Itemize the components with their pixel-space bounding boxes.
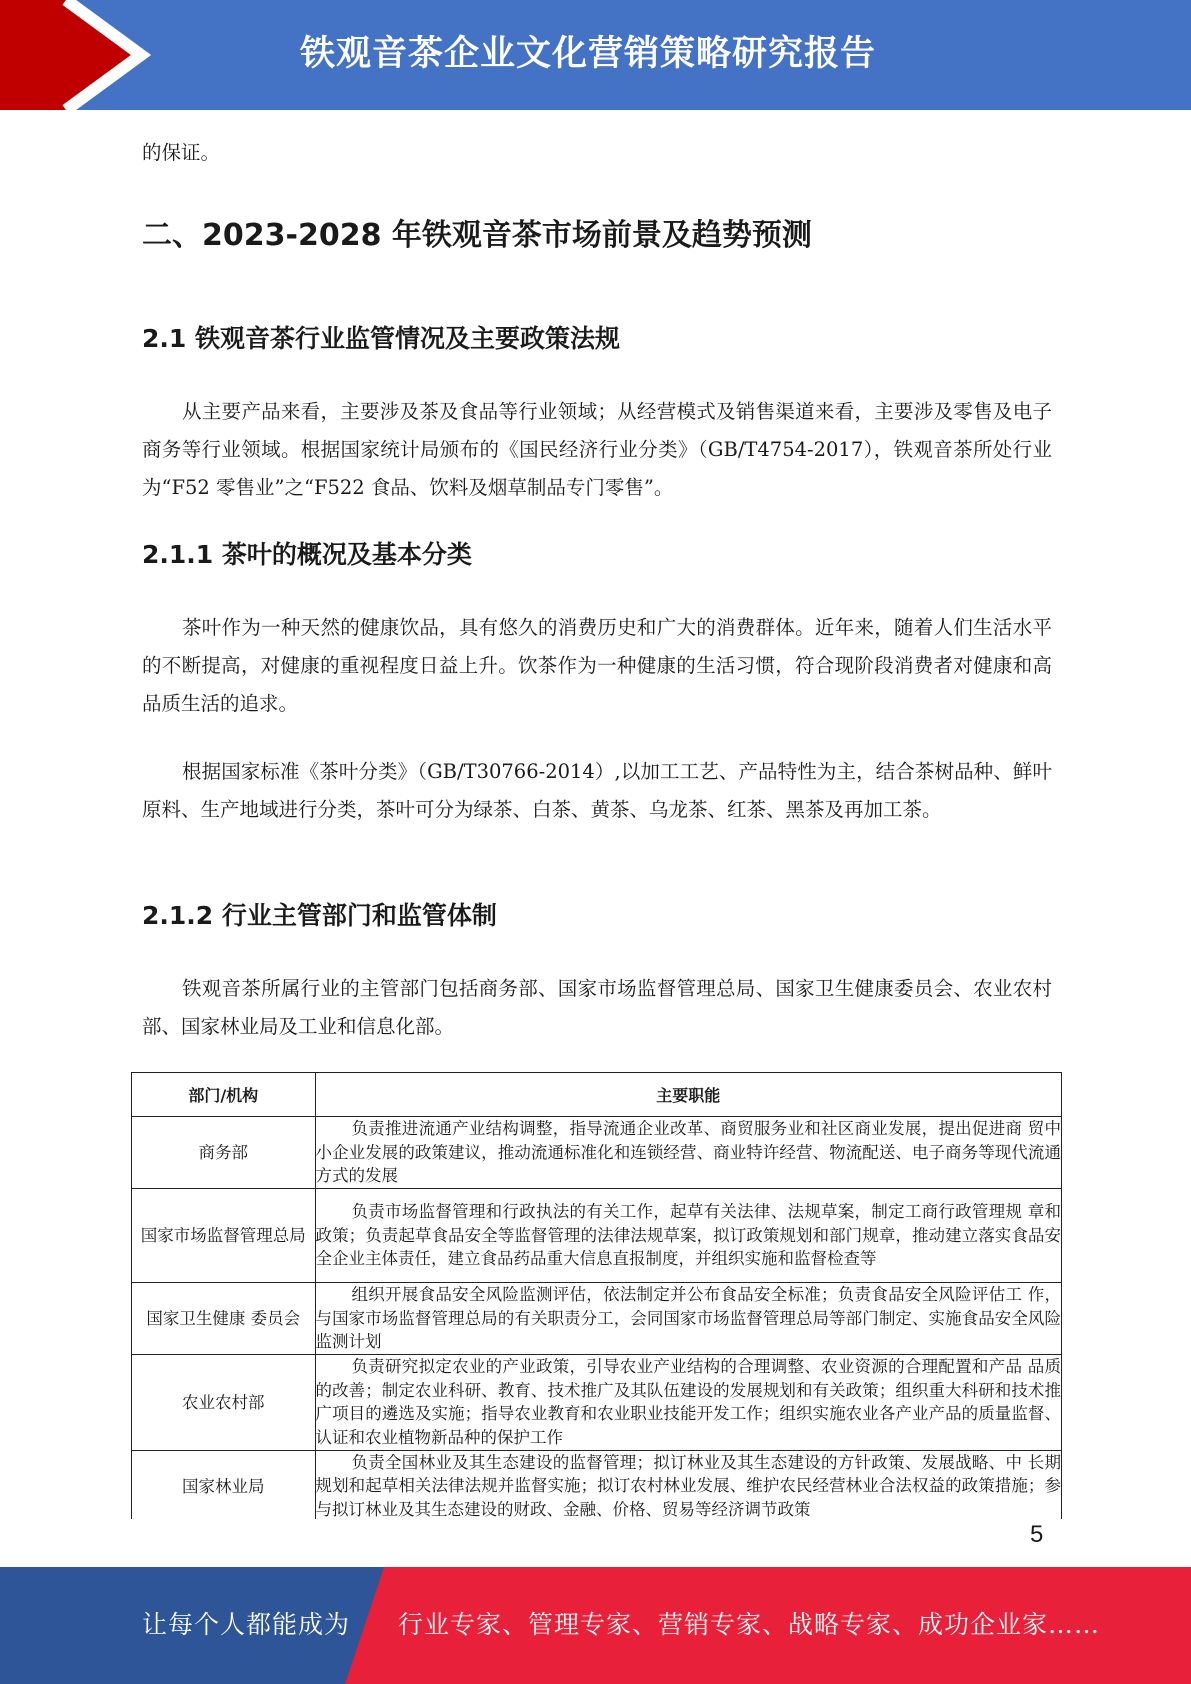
table-header-duty: 主要职能 [315,1073,1061,1117]
table-cell-dept: 国家市场监督管理总局 [132,1189,315,1283]
table-cell-dept: 农业农村部 [132,1354,315,1450]
table-cell-dept: 国家林业局 [132,1450,315,1519]
table-header-row [132,1073,1061,1117]
duties-table-container [131,1072,1062,1519]
footer-slogan-left: 让每个人都能成为 [142,1610,351,1639]
table-row [132,1189,1061,1283]
duties-table [132,1073,1061,1519]
footer-slogan-right: 行业专家、管理专家、营销专家、战略专家、成功企业家…… [398,1610,1101,1639]
table-cell-duty: 负责全国林业及其生态建设的监督管理；拟订林业及其生态建设的方针政策、发展战略、中 长期规划和起草相关法律法规并监督实施；拟订农村林业发展、维护农民经营林业合法权益的政策措施；参与拟订林业及其生态建设的财政、金融、价格、贸易等经济调节政策 [315,1450,1061,1519]
page-footer [0,1567,1191,1684]
section-title: 二、2023-2028 年铁观音茶市场前景及趋势预测 [142,218,812,253]
table-cell-duty: 组织开展食品安全风险监测评估，依法制定并公布食品安全标准；负责食品安全风险评估工 作，与国家市场监督管理总局的有关职责分工，会同国家市场监督管理总局等部门制定、实施食品安全风险监测计划 [315,1283,1061,1355]
table-row [132,1354,1061,1450]
page-number: 5 [1030,1521,1044,1548]
paragraph-2-1-2: 铁观音茶所属行业的主管部门包括商务部、国家市场监督管理总局、国家卫生健康委员会、农业农村部、国家林业局及工业和信息化部。 [142,977,1052,1038]
paragraph-2-1: 从主要产品来看，主要涉及茶及食品等行业领域；从经营模式及销售渠道来看，主要涉及零售及电子商务等行业领域。根据国家统计局颁布的《国民经济行业分类》（GB/T4754-2017），铁观音茶所处行业为“F52 零售业”之“F522 食品、饮料及烟草制品专门零售”。 [142,400,1052,499]
paragraph-2-1-1-b: 根据国家标准《茶叶分类》（GB/T30766-2014）,以加工工艺、产品特性为主，结合茶树品种、鲜叶原料、生产地域进行分类，茶叶可分为绿茶、白茶、黄茶、乌龙茶、红茶、黑茶及再加工茶。 [142,760,1052,821]
table-cell-duty: 负责推进流通产业结构调整，指导流通企业改革、商贸服务业和社区商业发展，提出促进商 贸中小企业发展的政策建议，推动流通标准化和连锁经营、商业特许经营、物流配送、电子商务等现代流通方式的发展 [315,1117,1061,1189]
table-cell-dept: 商务部 [132,1117,315,1189]
heading-2-1: 2.1 铁观音茶行业监管情况及主要政策法规 [142,324,620,353]
paragraph-2-1-1-a: 茶叶作为一种天然的健康饮品，具有悠久的消费历史和广大的消费群体。近年来，随着人们生活水平的不断提高，对健康的重视程度日益上升。饮茶作为一种健康的生活习惯，符合现阶段消费者对健康和高品质生活的追求。 [142,616,1052,715]
continuation-text: 的保证。 [142,141,221,164]
table-row [132,1450,1061,1519]
heading-2-1-1: 2.1.1 茶叶的概况及基本分类 [142,540,472,569]
table-header-dept: 部门/机构 [132,1073,315,1117]
table-row [132,1117,1061,1189]
header-title: 铁观音茶企业文化营销策略研究报告 [300,34,877,74]
heading-2-1-2: 2.1.2 行业主管部门和监管体制 [142,901,497,930]
table-cell-dept: 国家卫生健康 委员会 [132,1283,315,1355]
table-row [132,1283,1061,1355]
table-cell-duty: 负责市场监督管理和行政执法的有关工作，起草有关法律、法规草案，制定工商行政管理规 章和政策；负责起草食品安全等监督管理的法律法规草案，拟订政策规划和部门规章，推动建立落实食品安全企业主体责任，建立食品药品重大信息直报制度，并组织实施和监督检查等 [315,1189,1061,1283]
page-header [0,0,1191,110]
table-cell-duty: 负责研究拟定农业的产业政策，引导农业产业结构的合理调整、农业资源的合理配置和产品 品质的改善；制定农业科研、教育、技术推广及其队伍建设的发展规划和有关政策；组织重大科研和技术推广项目的遴选及实施；指导农业教育和农业职业技能开发工作；组织实施农业各产业产品的质量监督、认证和农业植物新品种的保护工作 [315,1354,1061,1450]
